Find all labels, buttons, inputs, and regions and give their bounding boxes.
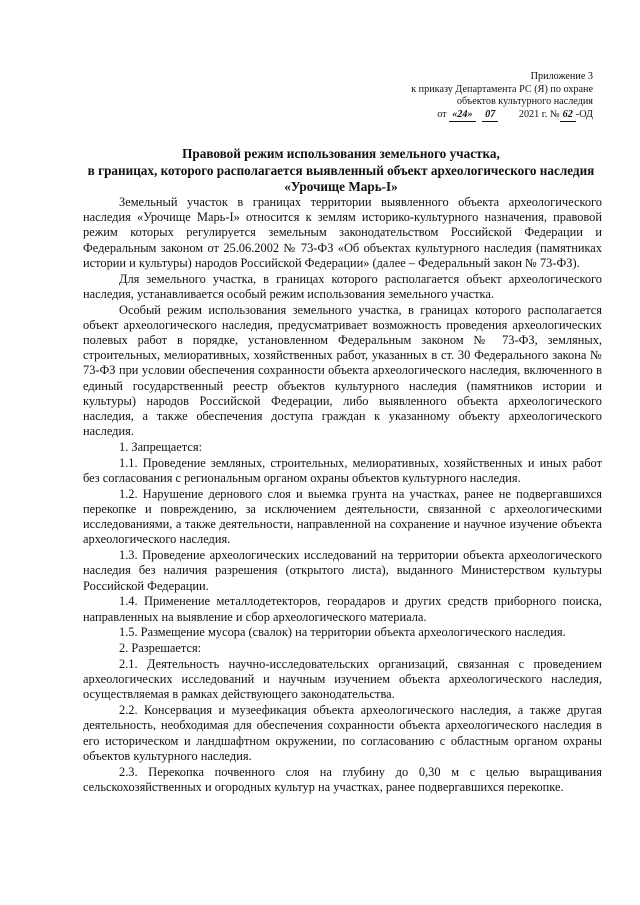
- prohibited-item-1-5: 1.5. Размещение мусора (свалок) на территории объекта археологического наследия.: [119, 625, 566, 640]
- appendix-title: Приложение 3: [530, 71, 593, 82]
- date-prefix: от: [437, 108, 447, 120]
- permitted-item-2-1: 2.1. Деятельность научно-исследовательских организаций, связанная с проведением археологических исследований и научным изучением объекта археологического наследия, осуществляемая в рамках действующего законодательства.: [83, 657, 602, 702]
- date-day: «24»: [449, 109, 475, 123]
- appendix-header: [411, 71, 593, 122]
- order-number-suffix: -ОД: [575, 108, 593, 120]
- title-line-3: «Урочище Марь-I»: [284, 179, 398, 194]
- title-line-1: Правовой режим использования земельного участка,: [182, 146, 500, 161]
- prohibited-item-1-3: 1.3. Проведение археологических исследований на территории объекта археологического наследия без наличия разрешения (открытого листа), выданного Министерством культуры Российской Федерации.: [83, 548, 602, 593]
- appendix-date-line: [411, 109, 593, 123]
- document-body: [83, 195, 602, 796]
- paragraph-regime: Для земельного участка, в границах которого располагается объект археологического наследия, устанавливается особый режим использования земельного участка.: [83, 271, 602, 301]
- order-number: 62: [560, 109, 576, 123]
- appendix-order-line: к приказу Департамента РС (Я) по охране: [411, 83, 593, 95]
- prohibited-item-1-1: 1.1. Проведение земляных, строительных, мелиоративных, хозяйственных и иных работ без согласования с региональным органом охраны объектов культурного наследия.: [83, 455, 602, 486]
- section-permitted-heading: 2. Разрешается:: [119, 641, 202, 656]
- permitted-item-2-3: 2.3. Перекопка почвенного слоя на глубину до 0,30 м с целью выращивания сельскохозяйственных и огородных культур на участках, ранее подвергавшихся перекопке.: [83, 764, 602, 794]
- prohibited-item-1-2: 1.2. Нарушение дернового слоя и выемка грунта на участках, ранее не подвергавшихся перекопке и повреждению, за исключением деятельности, связанной с археологическими исследованиями, а также деятельности, направленной на сохранение и научное изучение объекта археологического наследия.: [83, 486, 602, 547]
- appendix-department-line: объектов культурного наследия: [456, 96, 593, 108]
- date-month: 07: [482, 109, 498, 123]
- document-title: [80, 146, 602, 196]
- permitted-item-2-2: 2.2. Консервация и музеефикация объекта археологического наследия, а также другая деятельность, необходимая для обеспечения сохранности объекта археологического наследия в его историческом и ландшафтном окружении, по согласованию с областным органом охраны объектов культурного наследия.: [83, 703, 602, 763]
- paragraph-intro: Земельный участок в границах территории выявленного объекта археологического наследия «Урочище Марь-I» относится к землям историко-культурного назначения, правовой режим которых регулируется земельным законодательством Российской Федерации и Федеральным законом от 25.06.2002 № 73-ФЗ «Об объектах культурного наследия (памятниках истории и культуры) народов Российской Федерации» (далее – Федеральный закон № 73-ФЗ).: [83, 195, 602, 270]
- paragraph-special-regime: Особый режим использования земельного участка, в границах которого располагается объект археологического наследия, предусматривает возможность проведения археологических полевых работ в порядке, установленном Федеральным законом № 73-ФЗ, земляных, строительных, мелиоративных, хозяйственных работ, указанных в ст. 30 Федерального закона № 73-ФЗ при условии обеспечения сохранности объекта археологического наследия, включенного в единый государственный реестр объектов культурного наследия (памятников истории и культуры) народов Российской Федерации, либо выявленного объекта археологического наследия, а также обеспечения доступа граждан к указанному объекту археологического наследия.: [83, 302, 602, 439]
- section-prohibited-heading: 1. Запрещается:: [119, 440, 203, 455]
- prohibited-item-1-4: 1.4. Применение металлодетекторов, георадаров и других средств приборного поиска, направленных на выявление и сбор археологического материала.: [83, 594, 602, 624]
- title-line-2: в границах, которого располагается выявленный объект археологического наследия: [87, 162, 595, 178]
- date-year: 2021 г. №: [518, 108, 560, 120]
